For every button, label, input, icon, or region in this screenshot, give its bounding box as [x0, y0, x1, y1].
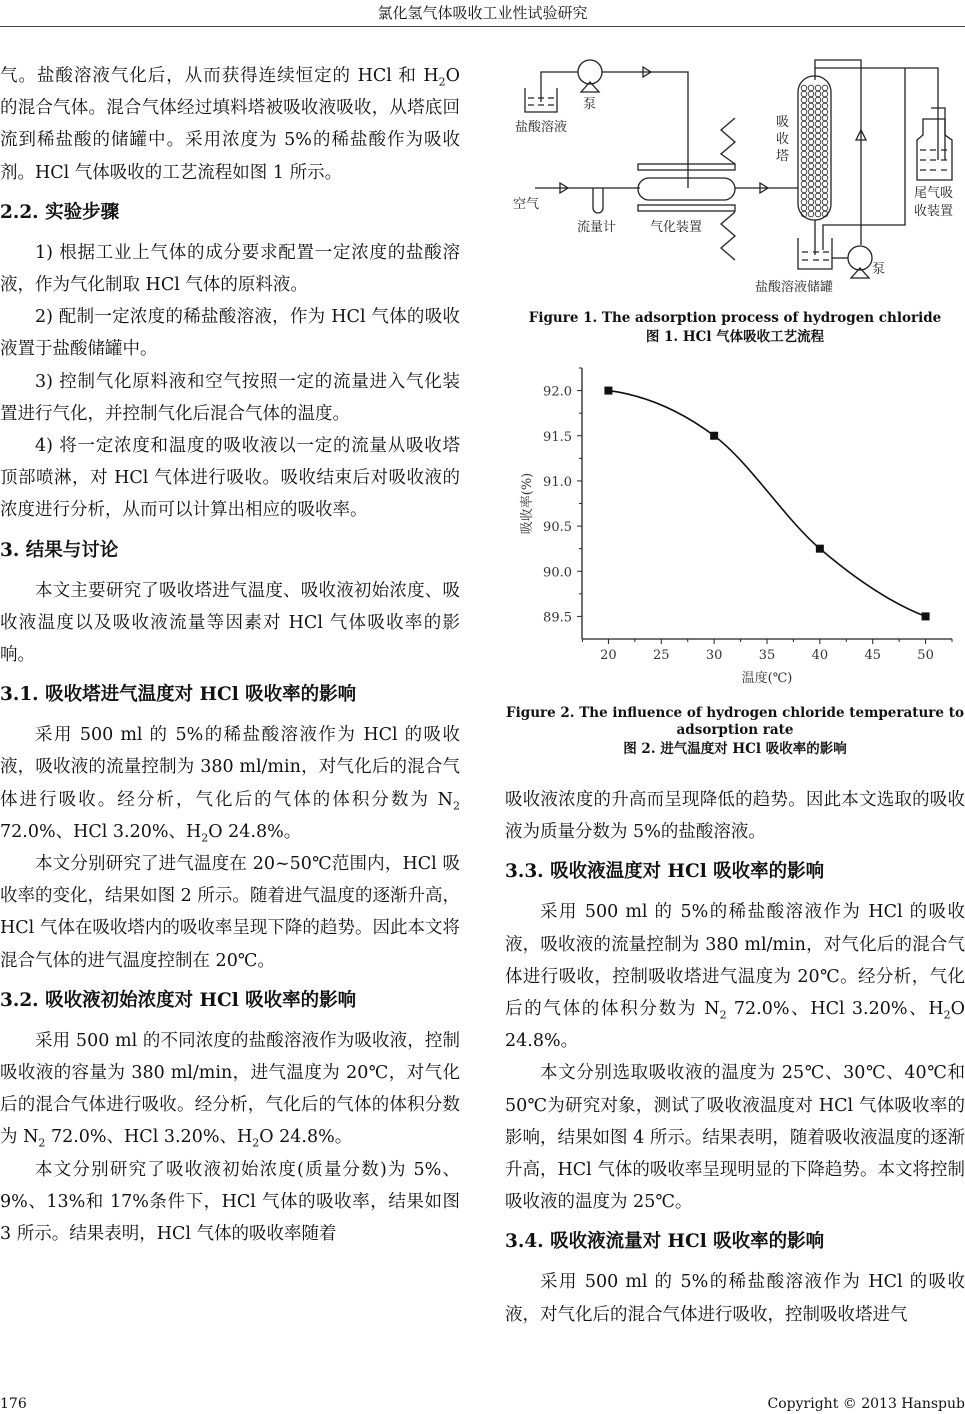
vaporizer-icon	[638, 118, 735, 260]
y-axis-label: 吸收率(%)	[520, 472, 535, 535]
x-tick-label: 25	[653, 648, 670, 663]
packing-ring-icon	[801, 187, 807, 193]
packing-ring-icon	[815, 175, 821, 181]
packing-ring-icon	[808, 91, 814, 97]
text-run: O 的混合气体。混合气体经过填料塔被吸收液吸收，从塔底回流到稀盐酸的储罐中。采用浓度为 5%的稀盐酸作为吸收剂。HCl 气体吸收的工艺流程如图 1 所示。	[0, 66, 460, 183]
label-tail-gas-1: 尾气吸	[914, 186, 954, 201]
packing-ring-icon	[801, 199, 807, 205]
subscript: 2	[453, 799, 460, 813]
x-tick-label: 20	[600, 648, 617, 663]
packing-ring-icon	[808, 187, 814, 193]
y-tick-label: 89.5	[543, 610, 572, 626]
packing-ring-icon	[822, 169, 828, 175]
text-run: 3) 控制气化原料液和空气按照一定的流量进入气化装置进行气化，并控制气化后混合气体的温度。	[0, 371, 460, 424]
data-point	[922, 612, 930, 620]
text-run: 采用 500 ml 的不同浓度的盐酸溶液作为吸收液，控制吸收液的容量为 380 ml/min，进气温度为 20℃，对气化后的混合气体进行吸收。经分析，气化后的气体的体积分数为 N	[0, 1030, 460, 1148]
packing-ring-icon	[808, 103, 814, 109]
packing-ring-icon	[822, 205, 828, 211]
text-run: 1) 根据工业上气体的成分要求配置一定浓度的盐酸溶液，作为气化制取 HCl 气体的原料液。	[0, 242, 460, 296]
text-run: 3.4. 吸收液流量对 HCl 吸收率的影响	[505, 1231, 825, 1253]
packing-ring-icon	[822, 145, 828, 151]
text-run: 本文分别研究了进气温度在 20~50℃范围内，HCl 吸收率的变化，结果如图 2 所示。随着进气温度的逐渐升高，HCl 气体在吸收塔内的吸收率呈现下降的趋势。因此本文将混合气体的进气温度控制在 20℃。	[0, 854, 460, 971]
packing-ring-icon	[815, 181, 821, 187]
packing-ring-icon	[808, 169, 814, 175]
text-run: 4) 将一定浓度和温度的吸收液以一定的流量从吸收塔顶部喷淋，对 HCl 气体进行吸收。吸收结束后对吸收液的浓度进行分析，从而可以计算出相应的吸收率。	[0, 436, 460, 521]
label-tower-1: 吸	[776, 115, 790, 130]
paragraph	[0, 237, 460, 301]
packing-ring-icon	[808, 109, 814, 115]
label-air: 空气	[513, 197, 540, 212]
paragraph	[0, 430, 460, 527]
packing-ring-icon	[822, 139, 828, 145]
x-tick-label: 45	[864, 648, 881, 663]
paragraph	[0, 848, 460, 977]
text-run: 3.2. 吸收液初始浓度对 HCl 吸收率的影响	[0, 989, 357, 1011]
packing-ring-icon	[822, 181, 828, 187]
packing-ring-icon	[808, 205, 814, 211]
text-run: 本文分别选取吸收液的温度为 25℃、30℃、40℃和 50℃为研究对象，测试了吸收液温度对 HCl 气体吸收率的影响，结果如图 4 所示。结果表明，随着吸收液温度的逐渐升高，HCl 气体的吸收率呈现明显的下降趋势。本文将控制吸收液的温度为 25℃。	[505, 1063, 965, 1213]
left-column	[0, 60, 460, 1250]
packing-ring-icon	[815, 139, 821, 145]
packing-ring-icon	[808, 139, 814, 145]
figure-1-caption-en: Figure 1. The adsorption process of hydrogen chloride	[528, 310, 942, 326]
section-heading	[0, 679, 460, 711]
packing-ring-icon	[822, 193, 828, 199]
packing-ring-icon	[801, 133, 807, 139]
subscript: 2	[719, 1008, 727, 1022]
paragraph	[505, 1057, 965, 1218]
text-run: 本文分别研究了吸收液初始浓度(质量分数)为 5%、9%、13%和 17%条件下，HCl 气体的吸收率，结果如图 3 所示。结果表明，HCl 气体的吸收率随着	[0, 1159, 460, 1245]
packing-ring-icon	[815, 157, 821, 163]
pump-1-icon	[578, 60, 602, 92]
packing-ring-icon	[815, 187, 821, 193]
label-pump-2: 泵	[872, 262, 886, 277]
paragraph	[0, 1154, 460, 1251]
packing-ring-icon	[801, 169, 807, 175]
packing-ring-icon	[822, 175, 828, 181]
section-heading	[505, 856, 965, 888]
packing-ring-icon	[822, 121, 828, 127]
absorption-tower-icon	[798, 76, 831, 220]
packing-ring-icon	[808, 121, 814, 127]
packing-ring-icon	[801, 175, 807, 181]
text-run: 2.2. 实验步骤	[0, 201, 120, 223]
flowmeter-icon	[593, 188, 603, 213]
packing-ring-icon	[815, 121, 821, 127]
label-pump-1: 泵	[583, 97, 597, 112]
subscript: 2	[438, 75, 446, 89]
copyright: Copyright © 2013 Hanspub	[767, 1396, 965, 1412]
header-rule	[0, 26, 965, 27]
packing-ring-icon	[822, 85, 828, 91]
packing-ring-icon	[822, 109, 828, 115]
packing-ring-icon	[808, 85, 814, 91]
paragraph	[0, 575, 460, 672]
packing-ring-icon	[808, 199, 814, 205]
packing-ring-icon	[801, 103, 807, 109]
y-tick-label: 91.0	[543, 474, 572, 490]
packing-ring-icon	[815, 91, 821, 97]
packing-ring-icon	[822, 199, 828, 205]
packing-ring-icon	[822, 157, 828, 163]
label-vaporizer: 气化装置	[650, 220, 703, 235]
packing-ring-icon	[801, 193, 807, 199]
figure-2-caption-en-line2: adsorption rate	[676, 722, 794, 738]
figure-2-line-chart	[505, 360, 965, 695]
figure-1-process-diagram	[505, 40, 965, 300]
label-flowmeter: 流量计	[577, 220, 617, 235]
series-line	[608, 391, 925, 617]
y-tick-label: 92.0	[543, 384, 572, 400]
text-run: 3.3. 吸收液温度对 HCl 吸收率的影响	[505, 861, 825, 883]
packing-ring-icon	[822, 151, 828, 157]
section-heading	[505, 1226, 965, 1258]
text-run: 吸收液浓度的升高而呈现降低的趋势。因此本文选取的吸收液为质量分数为 5%的盐酸溶液。	[505, 790, 965, 843]
text-run: 2) 配制一定浓度的稀盐酸溶液，作为 HCl 气体的吸收液置于盐酸储罐中。	[0, 307, 460, 360]
section-heading	[0, 535, 460, 567]
label-tail-gas-2: 收装置	[914, 204, 954, 219]
paragraph	[505, 896, 965, 1057]
text-run: 72.0%、HCl 3.20%、H	[45, 1127, 253, 1148]
packing-ring-icon	[815, 151, 821, 157]
packing-ring-icon	[815, 127, 821, 133]
text-run: 采用 500 ml 的 5%的稀盐酸溶液作为 HCl 的吸收液，吸收液的流量控制为 380 ml/min，对气化后的混合气体进行吸收。经分析，气化后的气体的体积分数为 N	[0, 725, 460, 810]
packing-ring-icon	[822, 187, 828, 193]
packing-ring-icon	[808, 151, 814, 157]
label-tower-2: 收	[776, 132, 790, 147]
section-heading	[0, 985, 460, 1017]
packing-ring-icon	[815, 133, 821, 139]
packing-ring-icon	[815, 211, 821, 217]
text-run: 采用 500 ml 的 5%的稀盐酸溶液作为 HCl 的吸收液，对气化后的混合气体进行吸收，控制吸收塔进气	[505, 1272, 965, 1325]
paragraph	[505, 784, 965, 848]
packing-ring-icon	[822, 115, 828, 121]
text-run: O 24.8%。	[208, 821, 302, 842]
text-run: 气。盐酸溶液气化后，从而获得连续恒定的 HCl 和 H	[0, 66, 439, 86]
packing-ring-icon	[801, 91, 807, 97]
packing-ring-icon	[815, 193, 821, 199]
packing-ring-icon	[801, 151, 807, 157]
y-tick-label: 91.5	[543, 429, 572, 445]
paragraph	[0, 366, 460, 430]
x-tick-label: 30	[705, 648, 723, 663]
packing-ring-icon	[815, 145, 821, 151]
packing-ring-icon	[801, 115, 807, 121]
data-point	[816, 545, 824, 553]
packing-ring-icon	[815, 97, 821, 103]
pump-2-icon	[848, 246, 872, 278]
packing-ring-icon	[801, 157, 807, 163]
label-hcl-solution: 盐酸溶液	[515, 120, 568, 135]
x-tick-label: 50	[917, 648, 934, 663]
packing-ring-icon	[815, 205, 821, 211]
packing-ring-icon	[801, 97, 807, 103]
text-run: 72.0%、HCl 3.20%、H	[0, 821, 202, 842]
packing-ring-icon	[808, 127, 814, 133]
label-tower-3: 塔	[776, 149, 790, 164]
packing-ring-icon	[808, 97, 814, 103]
text-run: 72.0%、HCl 3.20%、H	[726, 999, 944, 1020]
text-run: 3. 结果与讨论	[0, 539, 119, 561]
paragraph	[0, 60, 460, 189]
packing-ring-icon	[808, 211, 814, 217]
paragraph	[0, 719, 460, 848]
paragraph	[0, 1025, 460, 1154]
packing-ring-icon	[815, 163, 821, 169]
packing-ring-icon	[801, 139, 807, 145]
figure-1-caption-cn: 图 1. HCl 气体吸收工艺流程	[645, 329, 825, 345]
subscript: 2	[38, 1136, 46, 1150]
packing-ring-icon	[822, 97, 828, 103]
packing-ring-icon	[801, 121, 807, 127]
x-tick-label: 35	[758, 648, 776, 663]
y-tick-label: 90.5	[543, 520, 572, 536]
packing-ring-icon	[815, 199, 821, 205]
packing-ring-icon	[822, 91, 828, 97]
packing-ring-icon	[815, 115, 821, 121]
data-point	[604, 387, 612, 395]
text-run: O 24.8%。	[505, 999, 965, 1052]
packing-ring-icon	[808, 115, 814, 121]
packing-ring-icon	[815, 85, 821, 91]
packing-ring-icon	[808, 181, 814, 187]
tail-gas-absorber-icon	[917, 108, 952, 180]
packing-ring-icon	[801, 127, 807, 133]
packing-ring-icon	[822, 163, 828, 169]
packing-ring-icon	[808, 157, 814, 163]
figure-2-caption-cn: 图 2. 进气温度对 HCl 吸收率的影响	[623, 741, 847, 757]
packing-ring-icon	[815, 103, 821, 109]
label-storage-tank: 盐酸溶液储罐	[755, 280, 834, 295]
packing-ring-icon	[808, 145, 814, 151]
text-run: 3.1. 吸收塔进气温度对 HCl 吸收率的影响	[0, 684, 357, 706]
text-run: 采用 500 ml 的 5%的稀盐酸溶液作为 HCl 的吸收液，吸收液的流量控制为 380 ml/min，对气化后的混合气体进行吸收，控制吸收塔进气温度为 20℃。经分析，气化后的气体的体积分数为 N	[505, 902, 965, 1020]
paragraph	[505, 1266, 965, 1330]
section-heading	[0, 197, 460, 229]
packing-ring-icon	[801, 109, 807, 115]
text-run: O 24.8%。	[259, 1127, 353, 1148]
packing-ring-icon	[801, 181, 807, 187]
running-header: 氯化氢气体吸收工业性试验研究	[377, 4, 588, 22]
data-point	[710, 432, 718, 440]
subscript: 2	[252, 1136, 260, 1150]
figure-2-caption-en-line1: Figure 2. The influence of hydrogen chloride temperature to	[506, 705, 964, 721]
packing-ring-icon	[801, 145, 807, 151]
x-axis-label: 温度(℃)	[741, 671, 793, 686]
subscript: 2	[201, 831, 209, 845]
packing-ring-icon	[808, 163, 814, 169]
packing-ring-icon	[808, 193, 814, 199]
packing-ring-icon	[808, 175, 814, 181]
packing-ring-icon	[808, 133, 814, 139]
hcl-solution-beaker	[525, 72, 578, 112]
packing-ring-icon	[822, 103, 828, 109]
right-column	[505, 784, 965, 1331]
paragraph	[0, 301, 460, 365]
packing-ring-icon	[815, 169, 821, 175]
packing-ring-icon	[801, 205, 807, 211]
packing-ring-icon	[815, 109, 821, 115]
text-run: 本文主要研究了吸收塔进气温度、吸收液初始浓度、吸收液温度以及吸收液流量等因素对 HCl 气体吸收率的影响。	[0, 580, 460, 666]
packing-ring-icon	[822, 127, 828, 133]
packing-ring-icon	[822, 133, 828, 139]
subscript: 2	[943, 1008, 951, 1022]
y-tick-label: 90.0	[543, 565, 572, 581]
x-tick-label: 40	[811, 648, 829, 663]
packing-ring-icon	[801, 163, 807, 169]
page-number: 176	[0, 1396, 27, 1412]
packing-ring-icon	[801, 85, 807, 91]
